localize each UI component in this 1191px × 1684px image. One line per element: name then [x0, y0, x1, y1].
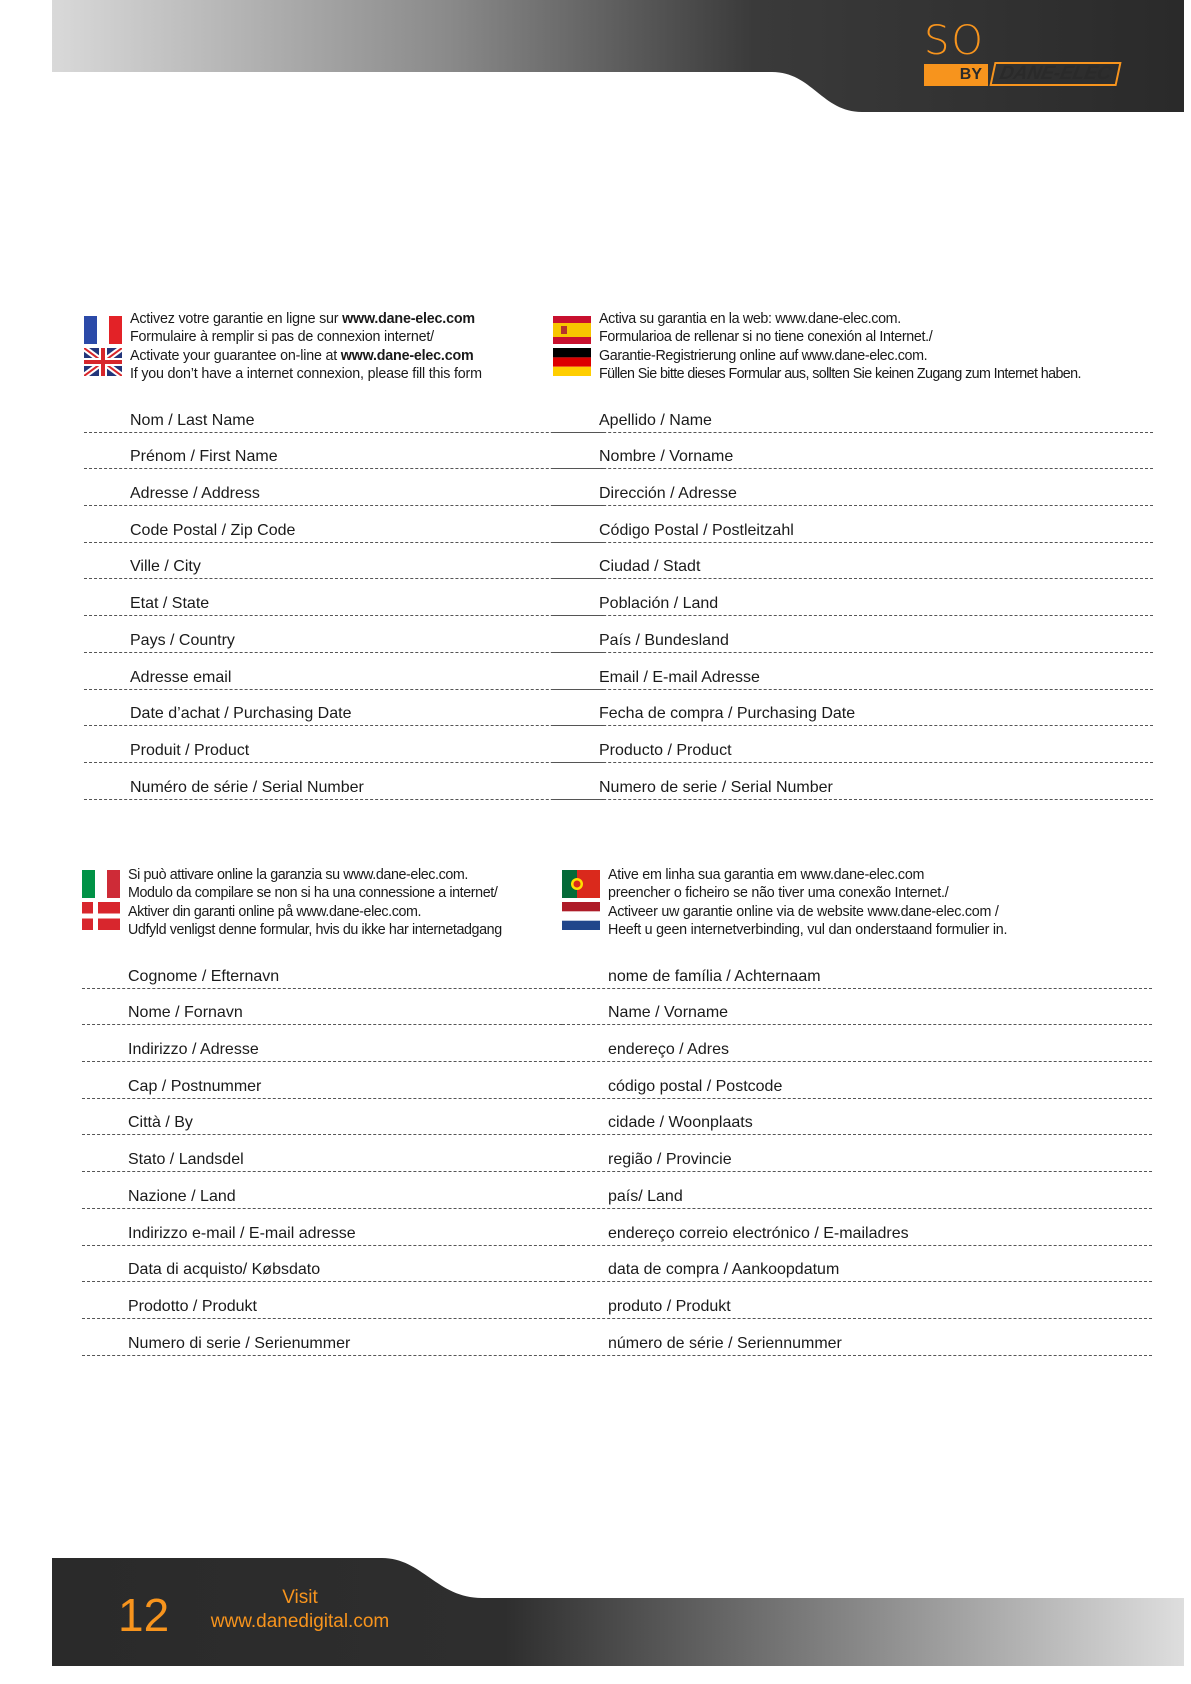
form-field-serial-number[interactable]: Numéro de série / Serial Number [84, 763, 604, 800]
form-field-last-name[interactable]: Apellido / Name [553, 396, 1153, 433]
form-field-last-name[interactable]: Nom / Last Name [84, 396, 604, 433]
intro-line: Activez votre garantie en ligne sur www.dane-elec.com [130, 311, 475, 327]
germany-flag [553, 348, 591, 376]
denmark-flag [82, 902, 120, 930]
form-field-purchase-date[interactable]: data de compra / Aankoopdatum [562, 1246, 1152, 1283]
intro-line: Formulaire à remplir si pas de connexion internet/ [130, 329, 434, 346]
form-field-city[interactable]: Ville / City [84, 543, 604, 580]
intro-line: Udfyld venligst denne formular, hvis du ikke har internetadgang [128, 922, 502, 939]
spain-flag [553, 316, 591, 344]
form-field-serial-number[interactable]: Numero de serie / Serial Number [553, 763, 1153, 800]
form-field-country[interactable]: Pays / Country [84, 616, 604, 653]
form-field-city[interactable]: Città / By [82, 1099, 562, 1136]
intro-line: Füllen Sie bitte dieses Formular aus, sollten Sie keinen Zugang zum Internet haben. [599, 366, 1081, 383]
visit-label: Visit [282, 1587, 318, 1608]
form-field-first-name[interactable]: Prénom / First Name [84, 433, 604, 470]
form-field-address[interactable]: Dirección / Adresse [553, 469, 1153, 506]
intro-line: Heeft u geen internetverbinding, vul dan onderstaand formulier in. [608, 922, 1008, 939]
form-field-purchase-date[interactable]: Data di acquisto/ Købsdato [82, 1246, 562, 1283]
form-field-serial-number[interactable]: número de série / Seriennummer [562, 1319, 1152, 1356]
form-field-product[interactable]: Producto / Product [553, 726, 1153, 763]
form-field-first-name[interactable]: Nombre / Vorname [553, 433, 1153, 470]
form-field-address[interactable]: Adresse / Address [84, 469, 604, 506]
form-field-zip-code[interactable]: Code Postal / Zip Code [84, 506, 604, 543]
logo-by: BY [924, 64, 988, 86]
form-field-zip-code[interactable]: Cap / Postnummer [82, 1062, 562, 1099]
form-field-email[interactable]: Email / E-mail Adresse [553, 653, 1153, 690]
form-field-last-name[interactable]: Cognome / Efternavn [82, 952, 562, 989]
form-field-city[interactable]: Ciudad / Stadt [553, 543, 1153, 580]
form-field-first-name[interactable]: Name / Vorname [562, 989, 1152, 1026]
form-field-country[interactable]: País / Bundesland [553, 616, 1153, 653]
form-field-product[interactable]: Produit / Product [84, 726, 604, 763]
brand-logo [924, 18, 1164, 90]
form-field-address[interactable]: Indirizzo / Adresse [82, 1025, 562, 1062]
form-block-es-de [553, 310, 1153, 800]
form-field-last-name[interactable]: nome de família / Achternaam [562, 952, 1152, 989]
website-link[interactable]: www.danedigital.com [210, 1611, 390, 1632]
form-field-state[interactable]: região / Provincie [562, 1135, 1152, 1172]
form-field-zip-code[interactable]: código postal / Postcode [562, 1062, 1152, 1099]
form-field-product[interactable]: produto / Produkt [562, 1282, 1152, 1319]
form-field-city[interactable]: cidade / Woonplaats [562, 1099, 1152, 1136]
intro-line: Formularioa de rellenar si no tiene conexión al Internet./ [599, 329, 933, 346]
logo-dane-elec: DANE-ELEC [989, 62, 1121, 86]
intro [562, 866, 1152, 952]
italy-flag [82, 870, 120, 898]
intro-line: Activeer uw garantie online via de website www.dane-elec.com / [608, 903, 999, 920]
form-field-address[interactable]: endereço / Adres [562, 1025, 1152, 1062]
portugal-flag [562, 870, 600, 898]
form-field-serial-number[interactable]: Numero di serie / Serienummer [82, 1319, 562, 1356]
header-band [52, 0, 1184, 112]
form-field-email[interactable]: endereço correio electrónico / E-mailadres [562, 1209, 1152, 1246]
uk-flag [84, 348, 122, 376]
form-field-email[interactable]: Indirizzo e-mail / E-mail adresse [82, 1209, 562, 1246]
netherlands-flag [562, 902, 600, 930]
form-field-country[interactable]: país/ Land [562, 1172, 1152, 1209]
visit-block [200, 1586, 400, 1634]
form-field-first-name[interactable]: Nome / Fornavn [82, 989, 562, 1026]
intro-line: If you don’t have a internet connexion, please fill this form [130, 366, 482, 383]
intro [553, 310, 1153, 396]
intro-line: Si può attivare online la garanzia su www.dane-elec.com. [128, 867, 468, 883]
form-block-it-dk [82, 866, 562, 1356]
form-block-fr-en [84, 310, 604, 800]
form-field-product[interactable]: Prodotto / Produkt [82, 1282, 562, 1319]
footer-band [52, 1558, 1184, 1666]
intro [82, 866, 562, 952]
intro [84, 310, 604, 396]
form-field-state[interactable]: Población / Land [553, 579, 1153, 616]
intro-line: Activa su garantia en la web: www.dane-elec.com. [599, 311, 901, 327]
intro-line: preencher o ficheiro se não tiver uma conexão Internet./ [608, 885, 949, 902]
intro-line: Ative em linha sua garantia em www.dane-elec.com [608, 867, 925, 883]
intro-line: Aktiver din garanti online på www.dane-elec.com. [128, 903, 422, 920]
page-number: 12 [118, 1589, 170, 1641]
logo-so: SO [924, 18, 985, 64]
form-field-purchase-date[interactable]: Date d’achat / Purchasing Date [84, 690, 604, 727]
intro-line: Activate your guarantee on-line at www.dane-elec.com [130, 347, 474, 364]
form-field-state[interactable]: Stato / Landsdel [82, 1135, 562, 1172]
form-field-email[interactable]: Adresse email [84, 653, 604, 690]
france-flag [84, 316, 122, 344]
intro-line: Modulo da compilare se non si ha una connessione a internet/ [128, 885, 498, 902]
form-field-zip-code[interactable]: Código Postal / Postleitzahl [553, 506, 1153, 543]
form-field-state[interactable]: Etat / State [84, 579, 604, 616]
form-field-country[interactable]: Nazione / Land [82, 1172, 562, 1209]
intro-line: Garantie-Registrierung online auf www.dane-elec.com. [599, 347, 928, 364]
form-field-purchase-date[interactable]: Fecha de compra / Purchasing Date [553, 690, 1153, 727]
form-block-pt-nl [562, 866, 1152, 1356]
